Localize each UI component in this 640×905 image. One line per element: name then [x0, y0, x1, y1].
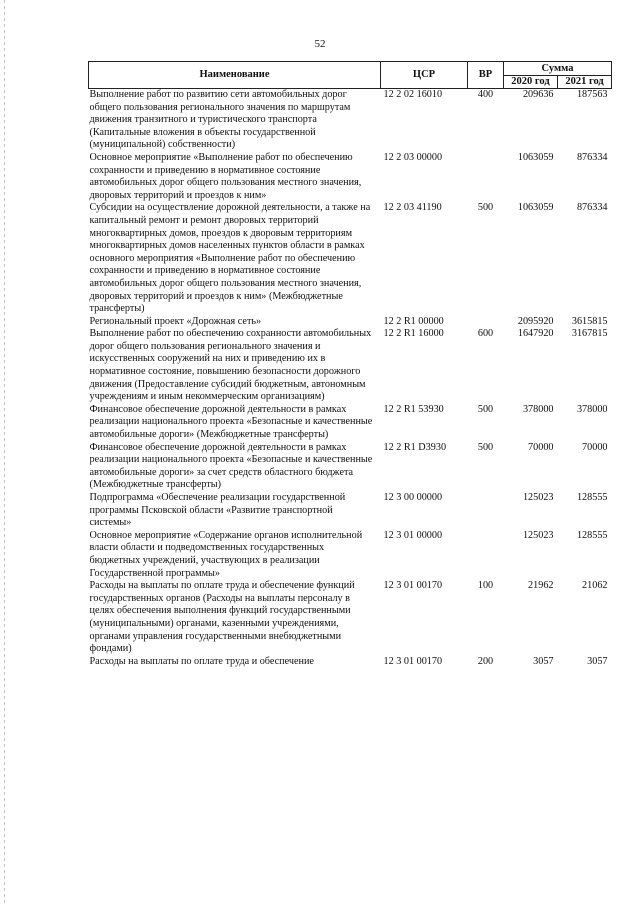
row-vr: 600 [477, 328, 494, 340]
row-sum-2020: 1063059 [517, 151, 554, 163]
table-row [89, 580, 612, 656]
row-vr: 500 [477, 441, 494, 453]
row-sum-2020: 21962 [528, 580, 554, 592]
row-sum-2021: 187563 [576, 89, 608, 100]
header-year-2021: 2021 год [558, 76, 612, 89]
row-sum-2021: 378000 [576, 403, 608, 415]
table-body [89, 89, 612, 669]
row-sum-2020: 209636 [522, 89, 554, 100]
row-sum-2021: 128555 [576, 529, 608, 541]
page-number: 52 [314, 38, 326, 50]
header-year-2020: 2020 год [504, 76, 558, 89]
scan-edge [4, 0, 5, 905]
header-csr: ЦСР [381, 62, 468, 89]
row-csr: 12 2 R1 53930 [383, 403, 444, 415]
header-sum: Сумма [504, 62, 612, 76]
row-csr: 12 2 R1 16000 [383, 328, 444, 340]
table-row [89, 89, 612, 152]
table-row [89, 202, 612, 315]
row-sum-2020: 125023 [522, 529, 554, 541]
row-sum-2021: 128555 [576, 492, 608, 503]
row-name: Расходы на выплаты по оплате труда и обеспечение функций государственных органов (Расходы на выплаты персоналу в целях обеспечения выполнения функций государственными (муниципальными) органами, казенными учреждениями, органами управления государственными внебюджетными фондами) [89, 580, 355, 655]
table-row [89, 530, 612, 580]
row-sum-2021: 876334 [576, 202, 608, 214]
row-csr: 12 2 03 00000 [383, 151, 443, 163]
row-sum-2020: 1647920 [517, 328, 554, 340]
row-name: Выполнение работ по развитию сети автомобильных дорог общего пользования регионального значения по маршрутам движения транзитного и туристического транспорта (Капитальные вложения в объекты государственной (муниципальной) собственности) [89, 89, 351, 151]
table-row [89, 404, 612, 442]
row-sum-2021: 3057 [587, 655, 608, 667]
row-csr: 12 2 03 41190 [383, 202, 442, 214]
row-name: Подпрограмма «Обеспечение реализации государственной программы Псковской области «Развитие транспортной системы» [89, 492, 346, 529]
row-csr: 12 3 01 00170 [383, 580, 443, 592]
row-name: Региональный проект «Дорожная сеть» [89, 315, 262, 327]
row-vr [468, 530, 504, 580]
row-sum-2020: 2095920 [517, 315, 554, 327]
row-csr: 12 2 02 16010 [383, 89, 443, 100]
row-vr: 400 [477, 89, 494, 100]
row-sum-2020: 125023 [522, 492, 554, 503]
row-sum-2021: 3615815 [571, 315, 608, 327]
row-sum-2021: 70000 [582, 441, 608, 453]
table-header [89, 62, 612, 89]
row-sum-2021: 3167815 [571, 328, 608, 340]
row-csr: 12 3 01 00000 [383, 529, 443, 541]
header-name: Наименование [89, 62, 381, 89]
row-sum-2021: 876334 [576, 151, 608, 163]
row-csr: 12 3 00 00000 [383, 492, 443, 503]
row-vr: 200 [477, 655, 494, 667]
table-row [89, 492, 612, 530]
table-row [89, 656, 612, 669]
row-name: Расходы на выплаты по оплате труда и обеспечение [89, 655, 314, 667]
row-sum-2020: 70000 [528, 441, 554, 453]
row-vr: 500 [477, 403, 494, 415]
header-vr: ВР [468, 62, 504, 89]
row-csr: 12 2 R1 00000 [383, 315, 444, 327]
budget-table [88, 61, 612, 668]
table-row [89, 442, 612, 492]
row-name: Основное мероприятие «Выполнение работ по обеспечению сохранности и приведению в нормативное состояние автомобильных дорог общего пользования местного значения, дворовых территорий и проездов к ним» [89, 151, 362, 201]
row-name: Субсидии на осуществление дорожной деятельности, а также на капитальный ремонт и ремонт дворовых территорий многоквартирных домов, проездов к дворовым территориям многоквартирных домов населенных пунктов области в рамках основного мероприятия «Выполнение работ по обеспечению сохранности и приведению в нормативное состояние автомобильных дорог общего пользования местного значения, дворовых территорий и проездов к ним» (Межбюджетные трансферты) [89, 202, 371, 315]
row-sum-2020: 3057 [533, 655, 554, 667]
row-sum-2021: 21062 [582, 580, 608, 592]
row-vr [468, 316, 504, 329]
row-sum-2020: 1063059 [517, 202, 554, 214]
table-row [89, 316, 612, 329]
row-vr: 100 [477, 580, 494, 592]
row-csr: 12 3 01 00170 [383, 655, 443, 667]
row-name: Финансовое обеспечение дорожной деятельности в рамках реализации национального проекта «Безопасные и качественные автомобильные дороги» за счет средств областного бюджета (Межбюджетные трансферты) [89, 441, 373, 491]
row-vr: 500 [477, 202, 494, 214]
table-row [89, 328, 612, 404]
row-sum-2020: 378000 [522, 403, 554, 415]
row-vr [468, 152, 504, 202]
row-vr [468, 492, 504, 530]
row-name: Выполнение работ по обеспечению сохранности автомобильных дорог общего пользования регионального значения и искусственных сооружений на них и приведению их в нормативное состояние, повышению безопасности дорожного движения (Предоставление субсидий бюджетным, автономным учреждениям и иным некоммерческим организациям) [89, 328, 372, 403]
row-name: Финансовое обеспечение дорожной деятельности в рамках реализации национального проекта «Безопасные и качественные автомобильные дороги» (Межбюджетные трансферты) [89, 403, 373, 441]
row-name: Основное мероприятие «Содержание органов исполнительной власти области и подведомственных государственных бюджетных учреждений, участвующих в реализации Государственной программы» [89, 529, 363, 579]
table-row [89, 152, 612, 202]
row-csr: 12 2 R1 D3930 [383, 441, 447, 453]
